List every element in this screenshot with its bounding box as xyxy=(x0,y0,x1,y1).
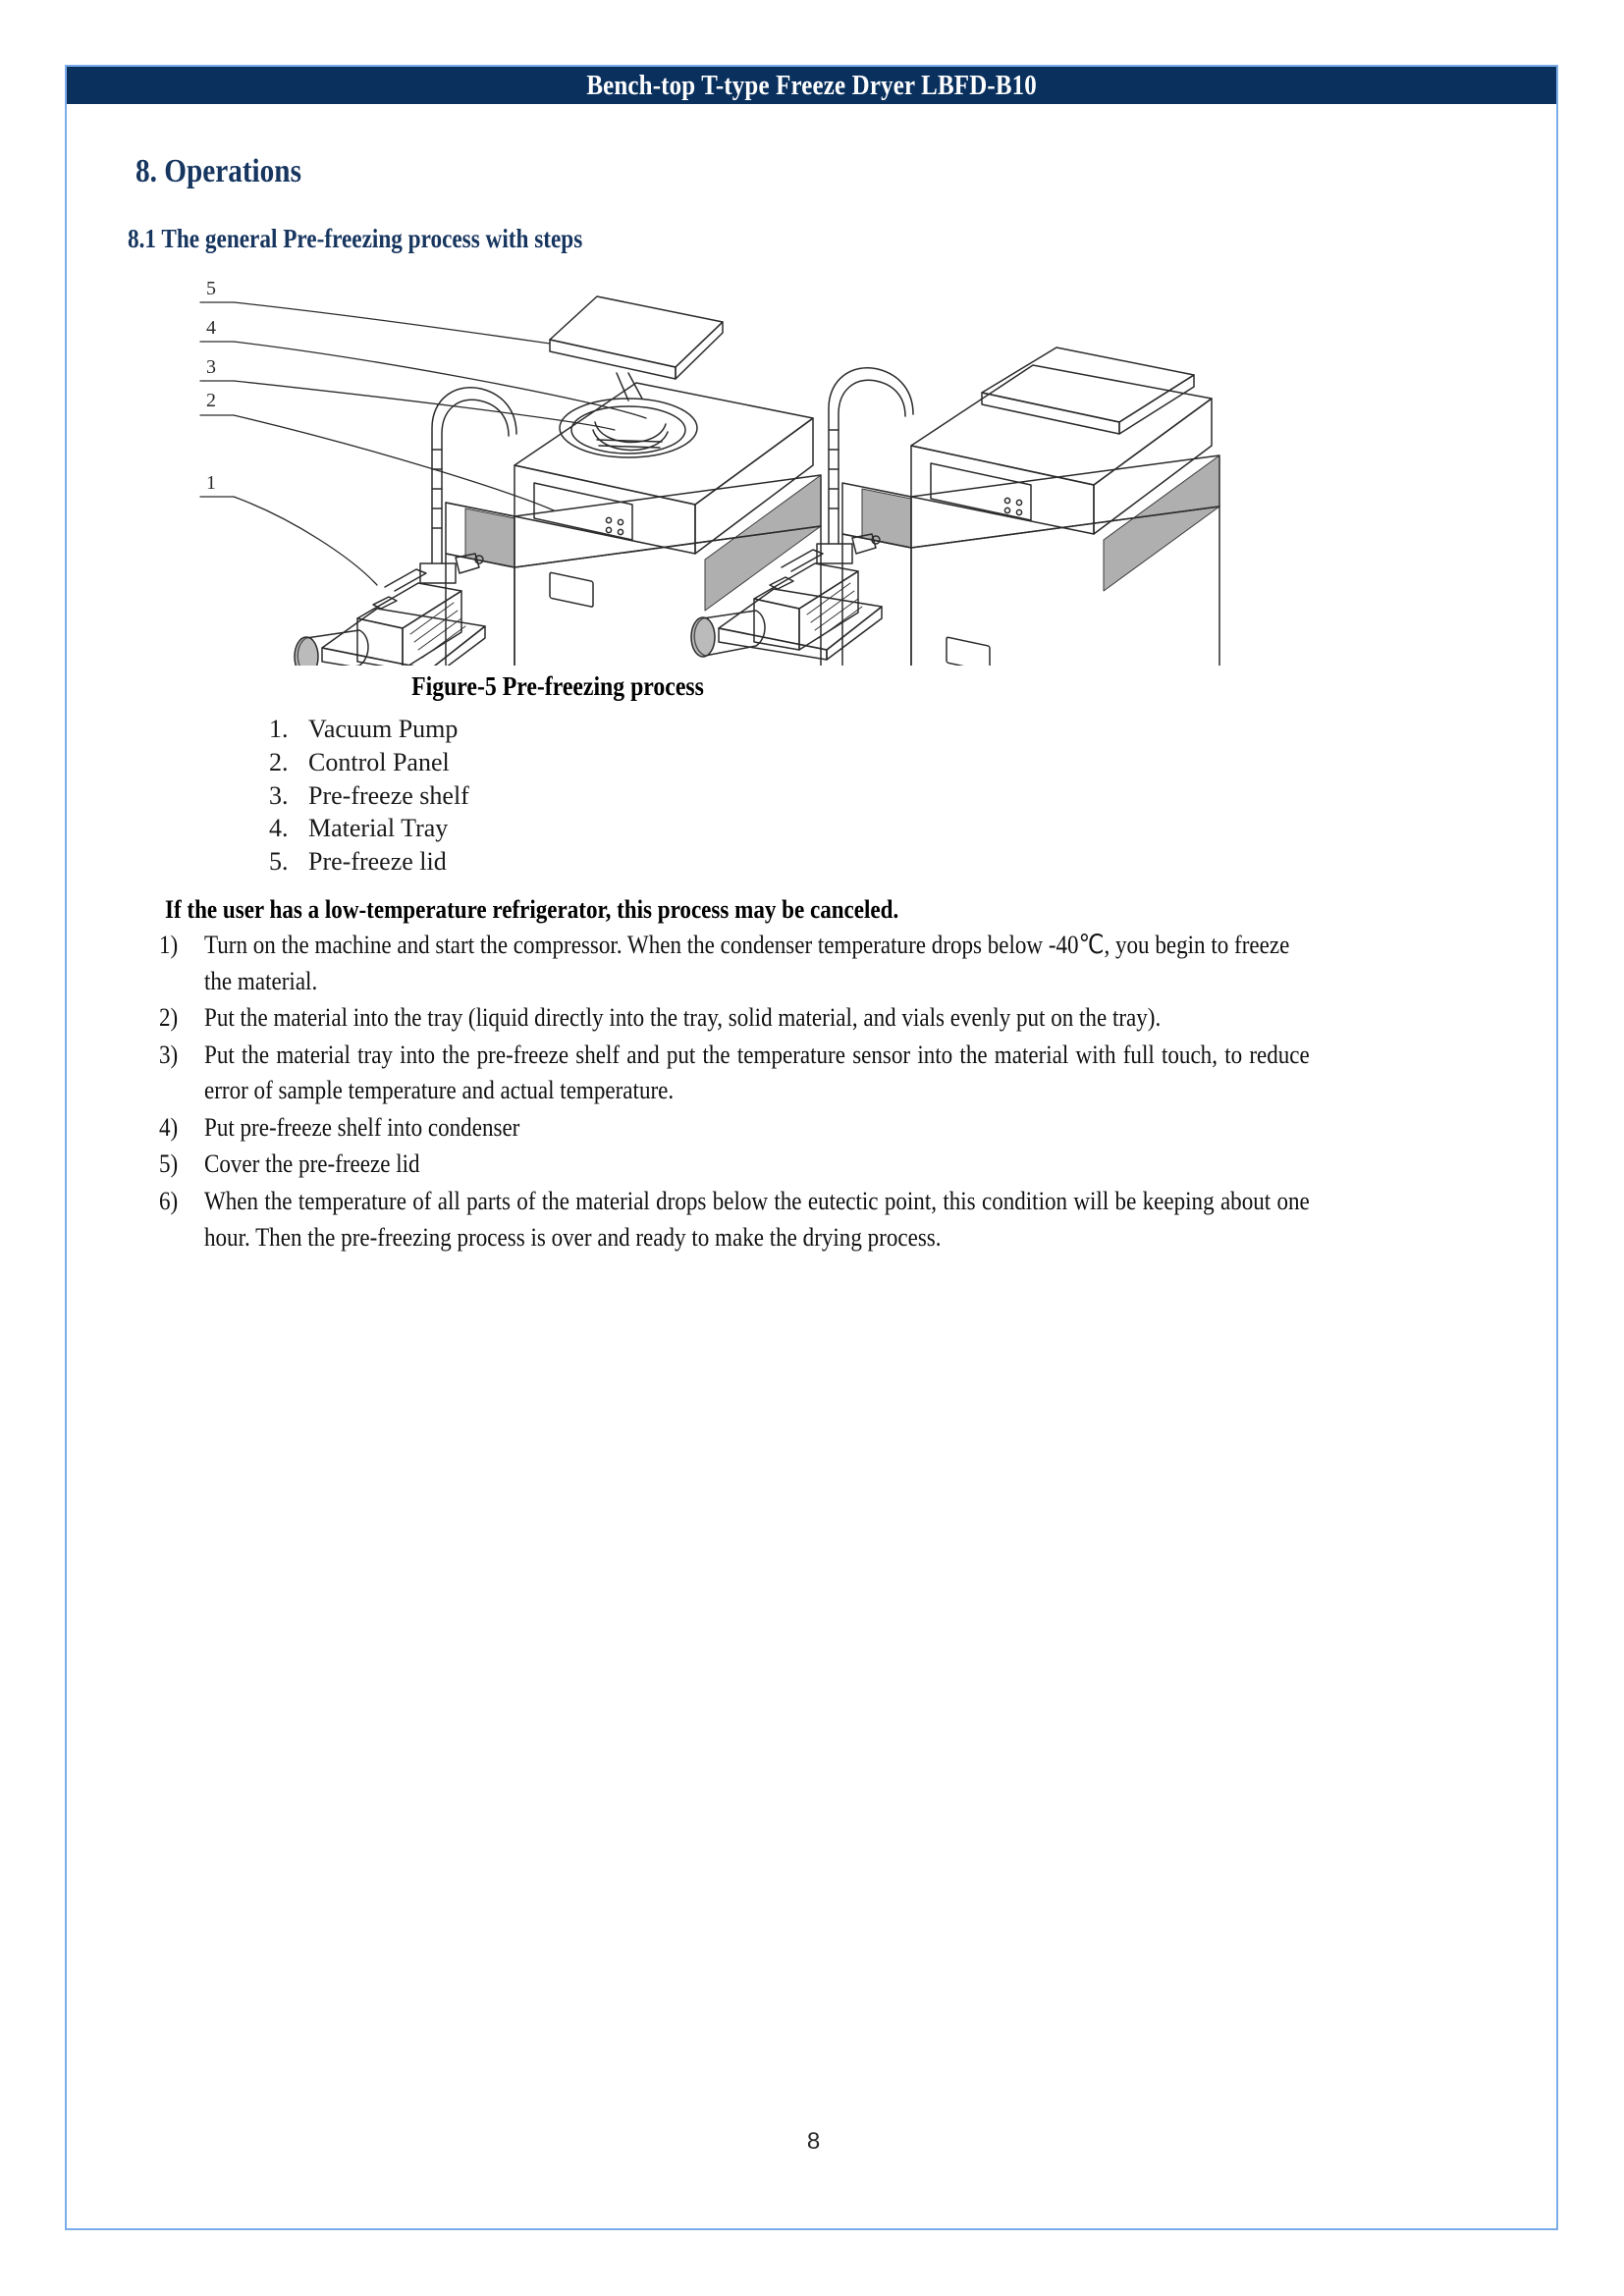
list-item: 1. Vacuum Pump xyxy=(295,713,884,746)
callout-1-label: 1 xyxy=(206,472,216,494)
step-item xyxy=(159,999,1475,1036)
list-item: 5. Pre-freeze lid xyxy=(295,845,884,879)
step-marker: 4) xyxy=(159,1111,179,1142)
document-title: Bench-top T-type Freeze Dryer LBFD-B10 xyxy=(586,69,1037,101)
page-header-bar xyxy=(67,67,1556,104)
left-machine xyxy=(295,296,821,666)
chamber-opening xyxy=(560,399,697,457)
step-text: Put pre-freeze shelf into condenser xyxy=(204,1111,520,1142)
cabinet-top xyxy=(514,383,813,505)
step-marker: 2) xyxy=(159,1002,179,1033)
section-heading: 8. Operations xyxy=(135,153,301,189)
step-text: Put the material into the tray (liquid directly into the tray, solid material, and vials evenly put on the tray). xyxy=(204,1002,1162,1033)
step-text: Cover the pre-freeze lid xyxy=(204,1148,420,1179)
step-marker: 6) xyxy=(159,1185,179,1215)
right-front-slope xyxy=(911,446,1094,534)
callout-3-label: 3 xyxy=(206,356,216,378)
right-machine xyxy=(691,347,1219,666)
refrigerator-note: If the user has a low-temperature refrigerator, this process may be canceled. xyxy=(165,894,899,924)
closed-lid xyxy=(982,347,1194,434)
callout-labels xyxy=(206,278,216,494)
step-text: Put the material tray into the pre-freeze shelf and put the temperature sensor into the material with full touch, to reduce error of sample temperature and actual temperature. xyxy=(204,1039,1310,1105)
step-item xyxy=(159,1037,1475,1108)
control-panel xyxy=(534,483,632,607)
step-item xyxy=(159,1109,1475,1146)
vent-grille-side xyxy=(705,475,821,611)
figure-5-illustration xyxy=(185,273,1441,666)
step-item xyxy=(159,1146,1475,1182)
document-page xyxy=(65,65,1558,2230)
subsection-heading: 8.1 The general Pre-freezing process with steps xyxy=(128,224,583,253)
callout-4-label: 4 xyxy=(206,317,216,339)
step-marker: 5) xyxy=(159,1148,179,1179)
pre-freeze-lid xyxy=(550,296,723,379)
freeze-dryer-diagram xyxy=(185,273,1441,666)
list-item: 4. Material Tray xyxy=(295,812,884,845)
step-item xyxy=(159,927,1475,998)
list-item: 2. Control Panel xyxy=(295,746,884,779)
step-text: Turn on the machine and start the compressor. When the condenser temperature drops below -40℃, you begin to freeze the material. xyxy=(204,930,1290,995)
parts-list xyxy=(255,713,884,879)
figure-caption: Figure-5 Pre-freezing process xyxy=(411,671,704,701)
callout-leader-lines xyxy=(200,302,646,585)
page-number: 8 xyxy=(806,2128,821,2155)
callout-2-label: 2 xyxy=(206,390,216,411)
vacuum-pump xyxy=(295,554,485,666)
right-vent-side xyxy=(1104,455,1219,591)
list-item: 3. Pre-freeze shelf xyxy=(295,779,884,813)
callout-5-label: 5 xyxy=(206,278,216,299)
step-item xyxy=(159,1183,1475,1255)
step-marker: 3) xyxy=(159,1039,179,1069)
step-marker: 1) xyxy=(159,930,179,959)
right-control-panel xyxy=(931,463,1031,666)
right-cabinet-top xyxy=(911,365,1212,485)
step-text: When the temperature of all parts of the material drops below the eutectic point, this condition will be keeping about one hour. Then the pre-freezing process is over and ready to make the drying process. xyxy=(204,1185,1310,1252)
procedure-steps xyxy=(159,927,1475,1255)
